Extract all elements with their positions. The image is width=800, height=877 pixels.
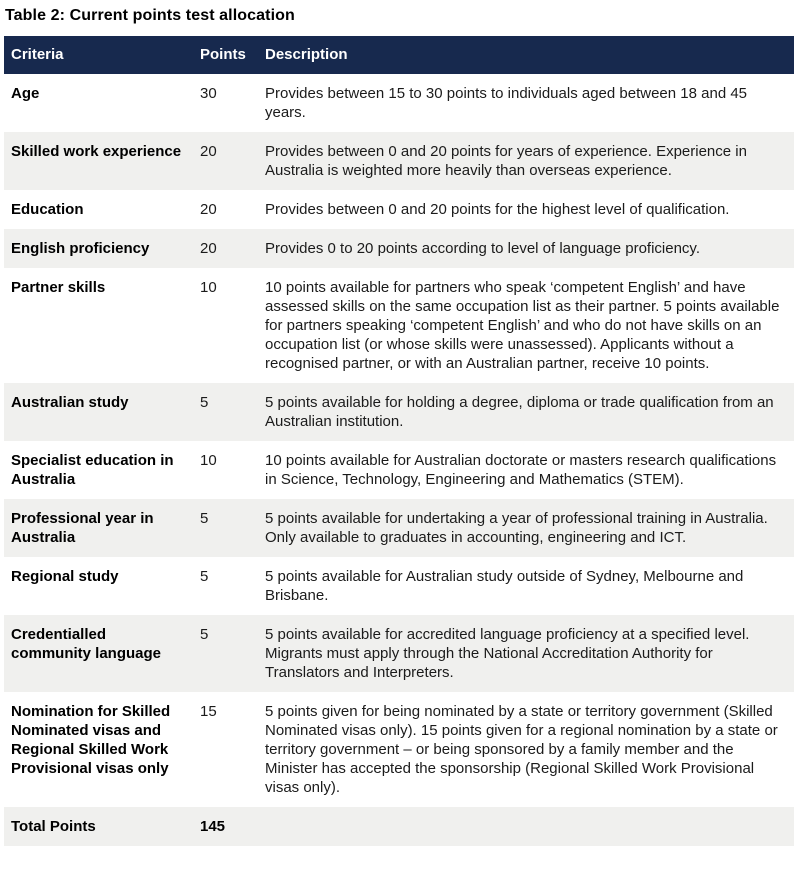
criteria-cell: Partner skills [11, 279, 106, 296]
table-row [4, 383, 794, 441]
points-cell: 15 [200, 703, 217, 720]
table-title: Table 2: Current points test allocation [5, 7, 295, 24]
points-allocation-table [4, 36, 794, 846]
description-cell: Provides between 0 and 20 points for the highest level of qualification. [265, 201, 730, 218]
points-cell: 5 [200, 510, 209, 527]
criteria-cell: Specialist education in Australia [11, 452, 174, 488]
criteria-cell: Education [11, 201, 84, 218]
table-row [4, 807, 794, 846]
points-cell: 10 [200, 452, 217, 469]
table-row [4, 615, 794, 692]
table-row [4, 441, 794, 499]
points-cell: 20 [200, 201, 217, 218]
criteria-cell: Total Points [11, 818, 96, 835]
description-cell: 10 points available for Australian doctorate or masters research qualifications in Science, Technology, Engineering and Mathematics (STEM). [265, 452, 777, 488]
criteria-cell: Nomination for Skilled Nominated visas and Regional Skilled Work Provisional visas only [11, 703, 171, 777]
description-cell: 5 points available for Australian study outside of Sydney, Melbourne and Brisbane. [265, 568, 744, 604]
points-cell: 20 [200, 240, 217, 257]
description-cell: 5 points available for holding a degree, diploma or trade qualification from an Australian institution. [265, 394, 774, 430]
description-cell: 5 points available for accredited language proficiency at a specified level. Migrants must apply through the National Accreditation Authority for Translators and Interpreters. [265, 626, 750, 681]
points-cell: 30 [200, 85, 217, 102]
table-header-row [4, 36, 794, 74]
table-row [4, 499, 794, 557]
points-cell: 145 [200, 818, 226, 835]
points-cell: 5 [200, 394, 209, 411]
points-cell: 10 [200, 279, 217, 296]
description-cell: Provides between 0 and 20 points for years of experience. Experience in Australia is weighted more heavily than overseas experience. [265, 143, 747, 179]
criteria-cell: English proficiency [11, 240, 150, 257]
table-row [4, 190, 794, 229]
header-points: Points [193, 36, 258, 74]
criteria-cell: Credentialled community language [11, 626, 162, 662]
description-cell: Provides between 15 to 30 points to individuals aged between 18 and 45 years. [265, 85, 748, 121]
table-row [4, 557, 794, 615]
table-row [4, 132, 794, 190]
criteria-cell: Australian study [11, 394, 129, 411]
table-row [4, 692, 794, 807]
description-cell: 5 points available for undertaking a year of professional training in Australia. Only available to graduates in accounting, engineering and ICT. [265, 510, 768, 546]
criteria-cell: Professional year in Australia [11, 510, 154, 546]
points-cell: 20 [200, 143, 217, 160]
description-cell: 10 points available for partners who speak ‘competent English’ and have assessed skills on the same occupation list as their partner. 5 points available for partners speaking ‘competent English’ and who do not have skills on an occupation list (or whose skills were unassessed). Applicants without a recognised partner, or with an Australian partner, receive 10 points. [265, 279, 780, 372]
points-cell: 5 [200, 568, 209, 585]
description-cell: 5 points given for being nominated by a state or territory government (Skilled Nominated visas only). 15 points given for a regional nomination by a state or territory government – or being sponsored by a family member and the Minister has accepted the sponsorship (Regional Skilled Work Provisional visas only). [265, 703, 778, 796]
table-body [4, 74, 794, 846]
criteria-cell: Skilled work experience [11, 143, 182, 160]
criteria-cell: Age [11, 85, 40, 102]
table-row [4, 74, 794, 132]
header-criteria: Criteria [4, 36, 193, 74]
points-cell: 5 [200, 626, 209, 643]
table-row [4, 268, 794, 383]
description-cell: Provides 0 to 20 points according to level of language proficiency. [265, 240, 700, 257]
table-row [4, 229, 794, 268]
criteria-cell: Regional study [11, 568, 119, 585]
description-cell [258, 807, 794, 846]
header-description: Description [258, 36, 794, 74]
